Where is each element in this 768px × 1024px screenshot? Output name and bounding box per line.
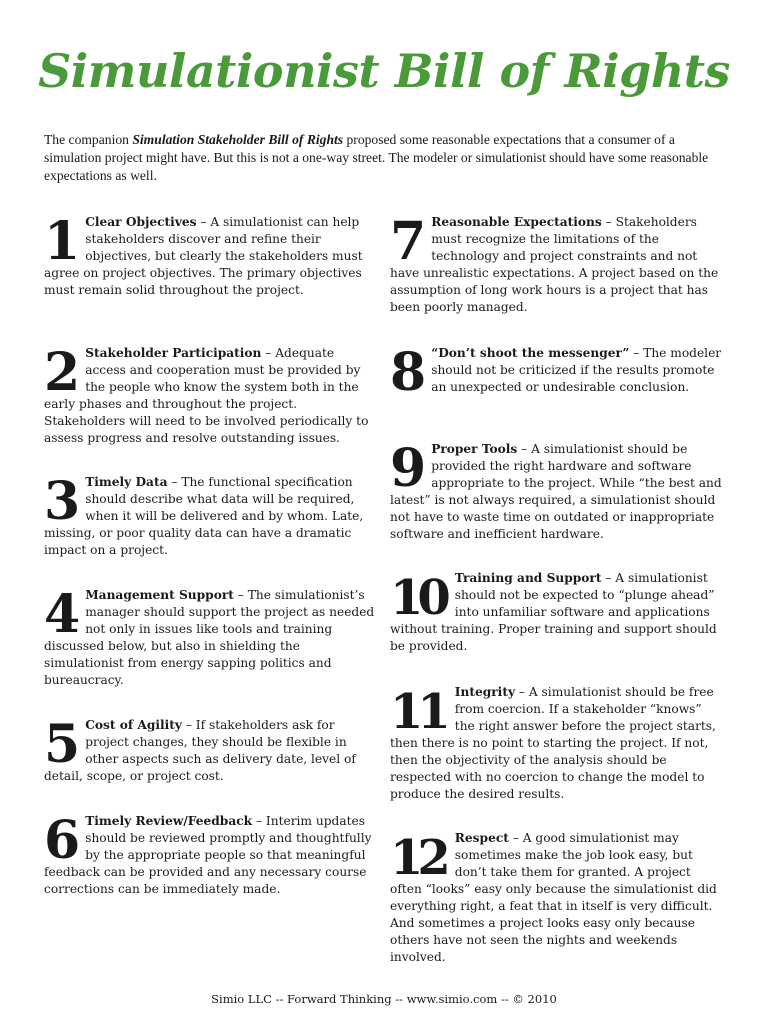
right-heading: Training and Support xyxy=(454,571,602,585)
right-item-9 xyxy=(390,438,724,543)
right-number: 12 xyxy=(390,830,445,886)
right-heading: Clear Objectives xyxy=(85,215,197,229)
right-item-6 xyxy=(44,810,378,898)
right-text: – Interim updates should be reviewed promptly and thoughtfully by the appropriate people so that meaningful feedback can be provided and any necessary course corrections can be immediately made. xyxy=(44,814,372,896)
right-text: – The simulationist’s manager should support the project as needed not only in issues like tools and training discussed below, but also in shielding the simulationist from energy sapping politics and bureaucracy. xyxy=(44,588,375,687)
right-number: 6 xyxy=(44,810,78,871)
right-item-2 xyxy=(44,342,378,447)
right-heading: “Don’t shoot the messenger” xyxy=(431,346,630,360)
right-text: – A simulationist can help stakeholders discover and refine their objectives, but clearly the stakeholders must agree on project objectives. The primary objectives must remain solid throughout the project. xyxy=(44,215,363,297)
right-number: 11 xyxy=(390,684,445,740)
right-text: – A simulationist should be provided the right hardware and software appropriate to the project. While “the best and latest” is not always required, a simulationist should not have to waste time on outdated or inappropriate software and inefficient hardware. xyxy=(390,442,722,541)
right-item-10 xyxy=(390,570,724,655)
intro-suffix: proposed some reasonable expectations that a consumer of a simulation project might have. But this is not a one-way street. The modeler or simulationist should have some reasonable expectations as well. xyxy=(44,132,709,183)
right-item-12 xyxy=(390,830,724,966)
right-text: – The modeler should not be criticized if the results promote an unexpected or undesirable conclusion. xyxy=(431,346,722,394)
right-number: 4 xyxy=(44,584,78,645)
right-heading: Respect xyxy=(454,831,509,845)
right-heading: Timely Review/Feedback xyxy=(85,814,253,828)
intro-prefix: The companion xyxy=(44,132,133,147)
right-text: – A simulationist should be free from coercion. If a stakeholder “knows” the right answer before the project starts, then there is no point to starting the project. If not, then the objectivity of the analysis should be respected with no coercion to change the model to produce the desired results. xyxy=(390,685,716,801)
right-item-7 xyxy=(390,211,724,316)
intro-paragraph xyxy=(44,131,724,185)
intro-emphasis: Simulation Stakeholder Bill of Rights xyxy=(132,132,344,147)
right-text: – Stakeholders must recognize the limitations of the technology and project constraints and not have unrealistic expectations. A project based on the assumption of long work hours is a project that has been poorly managed. xyxy=(390,215,719,314)
right-text: – A good simulationist may sometimes make the job look easy, but don’t take them for granted. A project often “looks” easy only because the simulationist did everything right, a feat that in itself is very difficult. And sometimes a project looks easy only because others have not seen the nights and weekends involved. xyxy=(390,831,717,964)
right-number: 8 xyxy=(390,342,424,403)
right-item-4 xyxy=(44,584,378,689)
right-item-11 xyxy=(390,684,724,803)
right-number: 7 xyxy=(390,211,424,272)
right-text: – The functional specification should describe what data will be required, when it will be delivered and by whom. Late, missing, or poor quality data can have a dramatic impact on a project. xyxy=(44,475,364,557)
right-item-3 xyxy=(44,471,378,559)
right-text: – If stakeholders ask for project changes, they should be flexible in other aspects such as delivery date, level of detail, scope, or project cost. xyxy=(44,718,356,783)
right-number: 3 xyxy=(44,471,78,532)
right-number: 2 xyxy=(44,342,78,403)
right-number: 10 xyxy=(390,570,445,626)
right-heading: Management Support xyxy=(85,588,234,602)
footer: Simio LLC -- Forward Thinking -- www.simio.com -- © 2010 xyxy=(211,992,557,1006)
right-number: 9 xyxy=(390,438,424,499)
right-heading: Stakeholder Participation xyxy=(85,346,262,360)
right-heading: Integrity xyxy=(454,685,516,699)
right-item-1 xyxy=(44,211,378,299)
right-text: – A simulationist should not be expected to “plunge ahead” into unfamiliar software and applications without training. Proper training and support should be provided. xyxy=(390,571,717,653)
right-heading: Reasonable Expectations xyxy=(431,215,602,229)
right-heading: Timely Data xyxy=(85,475,168,489)
right-number: 5 xyxy=(44,714,78,775)
right-number: 1 xyxy=(44,211,78,272)
right-heading: Proper Tools xyxy=(431,442,518,456)
right-item-8 xyxy=(390,342,724,403)
right-text: – Adequate access and cooperation must be provided by the people who know the system both in the early phases and throughout the project. Stakeholders will need to be involved periodically to assess progress and resolve outstanding issues. xyxy=(44,346,369,445)
page-title: Simulationist Bill of Rights xyxy=(38,44,730,98)
right-heading: Cost of Agility xyxy=(85,718,182,732)
right-item-5 xyxy=(44,714,378,785)
